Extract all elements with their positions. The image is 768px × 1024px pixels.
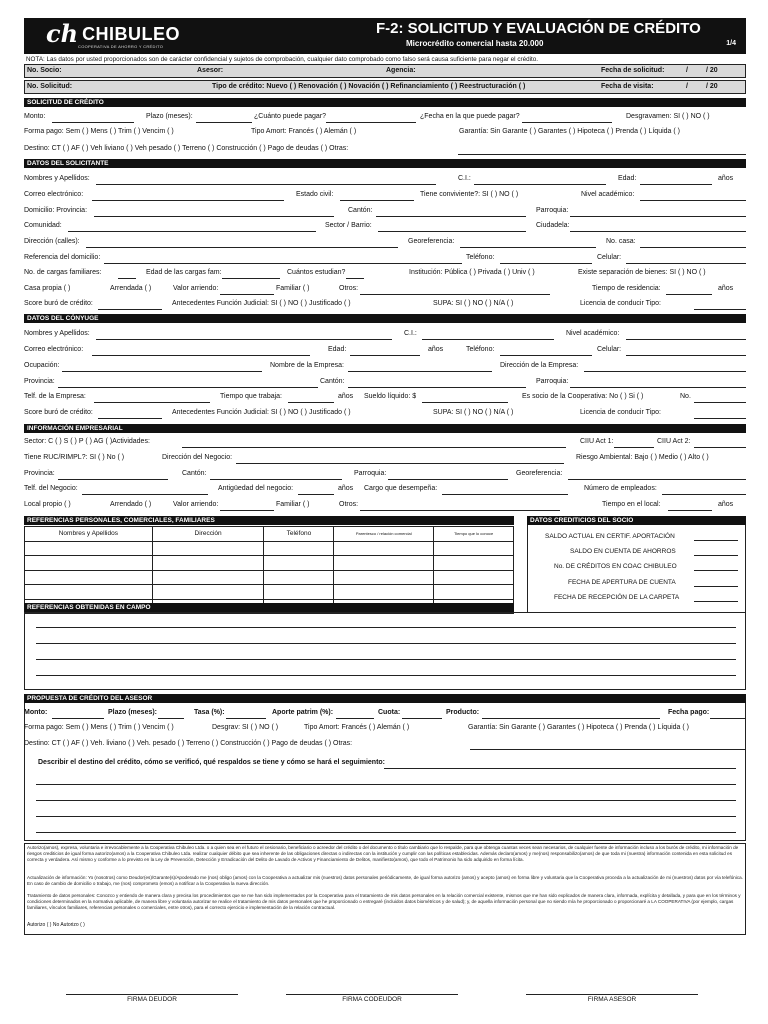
emp-sector-options[interactable]: Sector: C ( ) S ( ) P ( ) AG ( )Actividades:: [24, 438, 150, 445]
cred-saldo-ahorros: SALDO EN CUENTA DE AHORROS: [570, 548, 676, 555]
emp-empleados-label: Número de empleados:: [584, 485, 657, 492]
page-number: 1/4: [726, 40, 736, 47]
cony-provincia-line[interactable]: [58, 387, 318, 388]
cony-empresa-line[interactable]: [348, 371, 492, 372]
sol-otras-line[interactable]: [458, 154, 746, 155]
section-referencias: REFERENCIAS PERSONALES, COMERCIALES, FAMILIARES: [24, 516, 514, 525]
sol-monto-line[interactable]: [52, 122, 134, 123]
solic-parroquia-line[interactable]: [570, 216, 746, 217]
cony-canton-label: Cantón:: [320, 378, 345, 385]
propuesta-box: [24, 703, 746, 841]
cony-anos-label: años: [428, 346, 444, 353]
solic-cargas-line[interactable]: [118, 278, 136, 279]
cony-correo-label: Correo electrónico:: [24, 346, 84, 353]
solic-conviviente-options[interactable]: Tiene conviviente?: SI ( ) NO ( ): [420, 191, 519, 198]
emp-riesgo-options[interactable]: Riesgo Ambiental: Bajo ( ) Medio ( ) Alto ( ): [576, 454, 709, 461]
campo-line[interactable]: [36, 643, 736, 644]
cred-saldo-certif-line[interactable]: [694, 540, 738, 541]
no-socio-label: No. Socio:: [27, 67, 62, 74]
table-row[interactable]: [25, 570, 514, 585]
solic-licencia-label: Licencia de conducir Tipo:: [580, 300, 661, 307]
fecha-visita-label: Fecha de visita:: [601, 83, 654, 90]
solic-referencia-label: Referencia del domicilio:: [24, 254, 101, 261]
cred-fecha-apertura-line[interactable]: [694, 586, 738, 587]
solic-celular-label: Celular:: [597, 254, 622, 261]
emp-valor-line[interactable]: [220, 510, 274, 511]
campo-box: [24, 612, 746, 690]
solic-parroquia-label: Parroquia:: [536, 207, 569, 214]
campo-line[interactable]: [36, 627, 736, 628]
cony-nombres-line[interactable]: [96, 339, 392, 340]
tipo-credito-options[interactable]: Tipo de crédito: Nuevo ( ) Renovación ( ) Novación ( ) Refinanciamiento ( ) Reestructuración ( ): [212, 83, 526, 90]
agencia-label: Agencia:: [386, 67, 416, 74]
cony-nivel-line[interactable]: [626, 339, 746, 340]
prop-garantia-options[interactable]: Garantía: Sin Garante ( ) Garantes ( ) Hipoteca ( ) Prenda ( ) Líquida ( ): [468, 724, 689, 731]
col-parentesco: Parentesco / relación comercial: [334, 527, 434, 542]
fecha-solicitud-label: Fecha de solicitud:: [601, 67, 665, 74]
solic-edad-cargas-line[interactable]: [222, 278, 280, 279]
sol-desgravamen-options[interactable]: Desgravamen: SI ( ) NO ( ): [626, 113, 710, 120]
solic-provincia-line[interactable]: [94, 216, 334, 217]
solic-sector-line[interactable]: [378, 231, 526, 232]
solic-telefono-line[interactable]: [500, 263, 592, 264]
section-solicitud-credito: SOLICITUD DE CRÉDITO: [24, 98, 746, 107]
solic-correo-line[interactable]: [92, 200, 284, 201]
form-title: F-2: SOLICITUD Y EVALUACIÓN DE CRÉDITO: [376, 20, 701, 37]
solic-ci-label: C.I.:: [458, 175, 471, 182]
cony-edad-line[interactable]: [350, 355, 420, 356]
solic-nombres-line[interactable]: [96, 184, 436, 185]
emp-empleados-line[interactable]: [662, 494, 746, 495]
emp-familiar-option[interactable]: Familiar ( ): [276, 501, 310, 508]
form-header: [24, 18, 746, 54]
solic-estado-civil-label: Estado civil:: [296, 191, 334, 198]
prop-describir-label: Describir el destino del crédito, cómo se verificó, qué respaldos se tiene y cómo se hará el seguimiento:: [38, 759, 386, 766]
solic-correo-label: Correo electrónico:: [24, 191, 84, 198]
cony-telf-empresa-line[interactable]: [94, 402, 210, 403]
cred-fecha-apertura: FECHA DE APERTURA DE CUENTA: [568, 579, 676, 586]
solic-cargas-label: No. de cargas familiares:: [24, 269, 102, 276]
col-tiempo: Tiempo que lo conoce: [434, 527, 514, 542]
emp-anos2-label: años: [718, 501, 734, 508]
solic-no-casa-line[interactable]: [640, 247, 746, 248]
emp-dir-negocio-label: Dirección del Negocio:: [162, 454, 233, 461]
cony-telefono-label: Teléfono:: [466, 346, 495, 353]
cony-tiempo-label: Tiempo que trabaja:: [220, 393, 282, 400]
cony-ci-label: C.I.:: [404, 330, 417, 337]
cony-correo-line[interactable]: [92, 355, 310, 356]
sol-fecha-pagar-line[interactable]: [522, 122, 612, 123]
campo-line[interactable]: [36, 659, 736, 660]
solic-nivel-label: Nivel académico:: [581, 191, 635, 198]
sol-fecha-pagar-label: ¿Fecha en la que puede pagar?: [420, 113, 520, 120]
solic-canton-line[interactable]: [376, 216, 526, 217]
solic-telefono-label: Teléfono:: [466, 254, 495, 261]
cony-licencia-label: Licencia de conducir Tipo:: [580, 409, 661, 416]
logo-mark-icon: ch: [46, 19, 79, 48]
section-conyuge: DATOS DEL CÓNYUGE: [24, 314, 746, 323]
solic-anos2-label: años: [718, 285, 734, 292]
autorizo-options[interactable]: Autorizo ( ) No Autorizo ( ): [27, 922, 85, 928]
solic-tiempo-res-label: Tiempo de residencia:: [592, 285, 661, 292]
solic-separacion-options[interactable]: Existe separación de bienes: SI ( ) NO ( ): [578, 269, 706, 276]
table-row[interactable]: [25, 541, 514, 556]
legal-actualizacion: Actualización de información: Yo (nosotros) como Deudor(es)/Garante(s)/Apoderado me (nos) obligo (amos) con la Cooperativa a actualizar mis (nuestros) datos personales periódicamente, de igual forma autorizo (amos) y acepto (amos) en forma libre y voluntaria que la Cooperativa proceda a la actualización de mi (nuestros) datos por vía telefónica. En caso de cambio de domicilio o trabajo, me (nos) comprometo (emos) a notificar a la Cooperativa la nueva dirección.: [27, 875, 743, 886]
cony-antecedentes-options[interactable]: Antecedentes Función Judicial: SI ( ) NO ( ) Justificado ( ): [172, 409, 351, 416]
prop-destino-options[interactable]: Destino: CT ( ) AF ( ) Veh. liviano ( ) Veh. pesado ( ) Terreno ( ) Construcción ( ) Pago de deudas ( ) Otras:: [24, 740, 353, 747]
emp-cargo-label: Cargo que desempeña:: [364, 485, 438, 492]
cony-score-line[interactable]: [98, 418, 162, 419]
sol-tipo-amort-options[interactable]: Tipo Amort: Francés ( ) Alemán ( ): [251, 128, 357, 135]
cony-licencia-line[interactable]: [694, 418, 746, 419]
solic-direccion-line[interactable]: [86, 247, 398, 248]
cony-provincia-label: Provincia:: [24, 378, 55, 385]
sol-destino-options[interactable]: Destino: CT ( ) AF ( ) Veh liviano ( ) Veh pesado ( ) Terreno ( ) Construcción ( ) Pago de deudas ( ) Otras:: [24, 145, 349, 152]
cony-anos2-label: años: [338, 393, 354, 400]
cony-telf-empresa-label: Telf. de la Empresa:: [24, 393, 86, 400]
solic-tiempo-res-line[interactable]: [666, 294, 712, 295]
solic-institucion-options[interactable]: Institución: Pública ( ) Privada ( ) Univ ( ): [409, 269, 535, 276]
solic-edad-line[interactable]: [640, 184, 712, 185]
solic-edad-cargas-label: Edad de las cargas fam:: [146, 269, 222, 276]
sol-plazo-label: Plazo (meses):: [146, 113, 193, 120]
prop-tasa-label: Tasa (%):: [194, 709, 225, 716]
emp-antiguedad-label: Antigüedad del negocio:: [218, 485, 294, 492]
solic-ciudadela-label: Ciudadela:: [536, 222, 570, 229]
emp-georef-line[interactable]: [568, 479, 746, 480]
col-telefono: Teléfono: [264, 527, 334, 542]
emp-local-option[interactable]: Local propio ( ): [24, 501, 71, 508]
solic-anos-label: años: [718, 175, 734, 182]
firma-codeudor-line[interactable]: [286, 994, 458, 995]
fecha-visita-slash: /: [686, 83, 688, 90]
solic-score-line[interactable]: [98, 309, 162, 310]
cony-supa-options[interactable]: SUPA: SI ( ) NO ( ) N/A ( ): [433, 409, 514, 416]
cony-socio-options[interactable]: Es socio de la Cooperativa: No ( ) Si ( ): [522, 393, 644, 400]
solic-comunidad-line[interactable]: [68, 231, 316, 232]
emp-ruc-options[interactable]: Tiene RUC/RIMPL?: SI ( ) No ( ): [24, 454, 125, 461]
emp-arrendado-option[interactable]: Arrendado ( ): [110, 501, 152, 508]
prop-plazo-label: Plazo (meses):: [108, 709, 158, 716]
prop-cuota-label: Cuota:: [378, 709, 401, 716]
nota-text: NOTA: Las datos por usted proporcionados son de carácter confidencial y sujetos de comprobación, cualquier dato comprobado como falso será causa suficiente para negar el crédito.: [26, 56, 538, 63]
solic-valor-arriendo-label: Valor arriendo:: [173, 285, 219, 292]
emp-telf-label: Telf. del Negocio:: [24, 485, 78, 492]
cony-nivel-label: Nivel académico:: [566, 330, 620, 337]
emp-anos-label: años: [338, 485, 354, 492]
table-row[interactable]: [25, 556, 514, 571]
cred-fecha-recepcion-line[interactable]: [694, 601, 738, 602]
cony-dir-empresa-label: Dirección de la Empresa:: [500, 362, 579, 369]
solic-domicilio-label: Domicilio: Provincia:: [24, 207, 88, 214]
solic-ci-line[interactable]: [474, 184, 606, 185]
solic-licencia-line[interactable]: [694, 309, 746, 310]
solic-referencia-line[interactable]: [104, 263, 462, 264]
emp-valor-label: Valor arriendo:: [173, 501, 219, 508]
cony-empresa-label: Nombre de la Empresa:: [270, 362, 344, 369]
solic-valor-arriendo-line[interactable]: [220, 294, 274, 295]
form-subtitle: Microcrédito comercial hasta 20.000: [406, 39, 544, 48]
emp-georef-label: Georeferencia:: [516, 470, 563, 477]
emp-dir-negocio-line[interactable]: [236, 463, 564, 464]
legal-tratamiento: Tratamiento de datos personales: Conozco y entiendo de manera clara y precisa los procedimientos que se me han sido implementados por la Cooperativa para el tratamiento de mis datos personales en la relación comercial existente, mismos que me han sido explicados de manera clara, informada, explícita y detallada, y para que en los términos y condiciones determinados en la normativa aplicable, de manera libre y voluntaria autorizar se realice el tratamiento de mis datos personales que he proporcionado o entregaré (incluidos datos biométricos y de salud); y, de aquella información personal que no siendo mía he proporcionado o proporcionaré a LA COOPERATIVA (por ejemplo, cargas familiares, vínculos familiares, referencias personales o comerciales, entre otros), para el correcto ejercicio e implementación de la relación contractual.: [27, 893, 741, 910]
asesor-label: Asesor:: [197, 67, 224, 74]
solic-nombres-label: Nombres y Apellidos:: [24, 175, 90, 182]
cony-dir-empresa-line[interactable]: [584, 371, 746, 372]
sol-plazo-line[interactable]: [196, 122, 252, 123]
section-empresarial: INFORMACIÓN EMPRESARIAL: [24, 424, 746, 433]
sol-monto-label: Monto:: [24, 113, 46, 120]
emp-telf-line[interactable]: [82, 494, 208, 495]
solic-supa-options[interactable]: SUPA: SI ( ) NO ( ) N/A ( ): [433, 300, 514, 307]
emp-canton-label: Cantón:: [182, 470, 207, 477]
prop-forma-pago-options[interactable]: Forma pago: Sem ( ) Mens ( ) Trim ( ) Vencim ( ): [24, 724, 174, 731]
col-nombres: Nombres y Apellidos: [25, 527, 153, 542]
solic-otros-label: Otros:: [339, 285, 359, 292]
emp-otros-label: Otros:: [339, 501, 359, 508]
sol-cuanto-line[interactable]: [326, 122, 416, 123]
cony-celular-label: Celular:: [597, 346, 622, 353]
prop-monto-label: Monto:: [24, 709, 48, 716]
sol-forma-pago-options[interactable]: Forma pago: Sem ( ) Mens ( ) Trim ( ) Vencim ( ): [24, 128, 174, 135]
cony-sueldo-label: Sueldo líquido: $: [364, 393, 417, 400]
cony-no-line[interactable]: [694, 402, 746, 403]
solic-casa-propia-option[interactable]: Casa propia ( ): [24, 285, 71, 292]
prop-aporte-label: Aporte patrim (%):: [272, 709, 334, 716]
emp-otros-line[interactable]: [360, 510, 560, 511]
sol-garantia-options[interactable]: Garantía: Sin Garante ( ) Garantes ( ) Hipoteca ( ) Prenda ( ) Líquida ( ): [459, 128, 680, 135]
emp-tiempo-local-line[interactable]: [668, 510, 712, 511]
emp-actividades-line[interactable]: [182, 447, 566, 448]
fecha-visita-year: / 20: [706, 83, 718, 90]
firma-codeudor-label: FIRMA CODEUDOR: [342, 996, 402, 1003]
solic-estudian-label: Cuántos estudian?: [287, 269, 346, 276]
cony-parroquia-label: Parroquia:: [536, 378, 569, 385]
solic-celular-line[interactable]: [626, 263, 746, 264]
cony-score-label: Score buró de crédito:: [24, 409, 93, 416]
firma-deudor-label: FIRMA DEUDOR: [127, 996, 177, 1003]
solic-estudian-line[interactable]: [346, 278, 364, 279]
table-row[interactable]: [25, 585, 514, 600]
cony-ci-line[interactable]: [422, 339, 554, 340]
emp-provincia-line[interactable]: [58, 479, 168, 480]
solic-edad-label: Edad:: [618, 175, 637, 182]
emp-ciiu1-label: CIIU Act 1:: [580, 438, 614, 445]
solic-estado-civil-line[interactable]: [340, 200, 414, 201]
section-crediticios: DATOS CREDITICIOS DEL SOCIO: [527, 516, 746, 525]
cony-nombres-label: Nombres y Apellidos:: [24, 330, 90, 337]
solic-score-label: Score buró de crédito:: [24, 300, 93, 307]
cony-sueldo-line[interactable]: [422, 402, 508, 403]
cred-saldo-ahorros-line[interactable]: [694, 555, 738, 556]
solic-sector-label: Sector / Barrio:: [325, 222, 372, 229]
solic-ciudadela-line[interactable]: [570, 231, 746, 232]
emp-cargo-line[interactable]: [442, 494, 568, 495]
cred-no-creditos: No. DE CRÉDITOS EN COAC CHIBULEO: [554, 563, 677, 570]
prop-desgrav-options[interactable]: Desgrav: SI ( ) NO ( ): [212, 724, 279, 731]
brand-subtitle: COOPERATIVA DE AHORRO Y CRÉDITO: [78, 44, 164, 49]
prop-tipo-amort-options[interactable]: Tipo Amort: Francés ( ) Alemán ( ): [304, 724, 410, 731]
cony-ocupacion-line[interactable]: [62, 371, 262, 372]
emp-parroquia-label: Parroquia:: [354, 470, 387, 477]
firma-asesor-label: FIRMA ASESOR: [587, 996, 637, 1003]
solic-georef-label: Georeferencia:: [408, 238, 455, 245]
emp-ciiu2-label: CIIU Act 2:: [657, 438, 691, 445]
prop-producto-label: Producto:: [446, 709, 480, 716]
solic-antecedentes-options[interactable]: Antecedentes Función Judicial: SI ( ) NO ( ) Justificado ( ): [172, 300, 351, 307]
cred-fecha-recepcion: FECHA DE RECEPCIÓN DE LA CARPETA: [554, 594, 680, 601]
emp-canton-line[interactable]: [210, 479, 342, 480]
solic-direccion-label: Dirección (calles):: [24, 238, 80, 245]
solic-georef-line[interactable]: [460, 247, 596, 248]
solic-canton-label: Cantón:: [348, 207, 373, 214]
section-propuesta: PROPUESTA DE CRÉDITO DEL ASESOR: [24, 694, 746, 703]
emp-ciiu2-line[interactable]: [694, 447, 746, 448]
campo-line[interactable]: [36, 675, 736, 676]
section-campo: REFERENCIAS OBTENIDAS EN CAMPO: [24, 603, 514, 612]
solic-comunidad-label: Comunidad:: [24, 222, 62, 229]
firma-deudor-line[interactable]: [66, 994, 238, 995]
prop-fecha-pago-label: Fecha pago:: [668, 709, 710, 716]
solic-otros-line[interactable]: [360, 294, 550, 295]
cred-saldo-certif: SALDO ACTUAL EN CERTIF. APORTACIÓN: [545, 533, 675, 540]
emp-parroquia-line[interactable]: [388, 479, 508, 480]
section-solicitante: DATOS DEL SOLICITANTE: [24, 159, 746, 168]
referencias-table: [24, 526, 514, 614]
emp-provincia-label: Provincia:: [24, 470, 55, 477]
emp-antiguedad-line[interactable]: [298, 494, 334, 495]
table-header-row: [25, 527, 514, 542]
cony-tiempo-line[interactable]: [288, 402, 334, 403]
solic-arrendada-option[interactable]: Arrendada ( ): [110, 285, 152, 292]
cony-telefono-line[interactable]: [500, 355, 592, 356]
solic-familiar-option[interactable]: Familiar ( ): [276, 285, 310, 292]
col-direccion: Dirección: [152, 527, 264, 542]
brand-name: CHIBULEO: [82, 23, 181, 44]
cony-parroquia-line[interactable]: [570, 387, 746, 388]
emp-ciiu1-line[interactable]: [614, 447, 654, 448]
fecha-solicitud-year: / 20: [706, 67, 718, 74]
emp-tiempo-local-label: Tiempo en el local:: [602, 501, 661, 508]
cony-celular-line[interactable]: [626, 355, 746, 356]
solic-nivel-line[interactable]: [640, 200, 746, 201]
cony-no-label: No.: [680, 393, 691, 400]
solic-no-casa-label: No. casa:: [606, 238, 636, 245]
sol-cuanto-label: ¿Cuánto puede pagar?: [254, 113, 326, 120]
cony-ocupacion-label: Ocupación:: [24, 362, 60, 369]
legal-autorizacion: Autorizo(amos), expresa, voluntaria e irrevocablemente a la Cooperativa Chibuleo Ltda. o a quien sea en el futuro el cesionario, beneficiario o acreedor del crédito o del documento o título cambiario que lo respalde, para que obtenga cuantas veces sean necesarios, de cualquier fuente de información incluso a los burós de crédito, mi información de riesgos crediticios de igual forma autorizo(amos) a la Cooperativa Chibuleo Ltda. realizar cualquier débito que sea inherente de las obligaciones directas o indirectas con la institución y cumplir con las políticas establecidas. Además declaro(amos) y me(nos) responsabilizo(amos) de que toda mi (nuestra) información contenida en esta solicitud es correcta y verdadera. Así mismo y conforme a lo previsto en la Ley de Prevención, Detección y Erradicación del Delito de Lavado de Activos y Financiamiento de Delitos, manifiesto(amos), que todo el Patrimonio ha sido adquirido en forma lícita.: [27, 845, 739, 862]
cred-no-creditos-line[interactable]: [694, 570, 738, 571]
no-solicitud-label: No. Solicitud:: [27, 83, 73, 90]
firma-asesor-line[interactable]: [526, 994, 698, 995]
fecha-solicitud-slash: /: [686, 67, 688, 74]
cony-edad-label: Edad:: [328, 346, 347, 353]
cony-canton-line[interactable]: [348, 387, 526, 388]
